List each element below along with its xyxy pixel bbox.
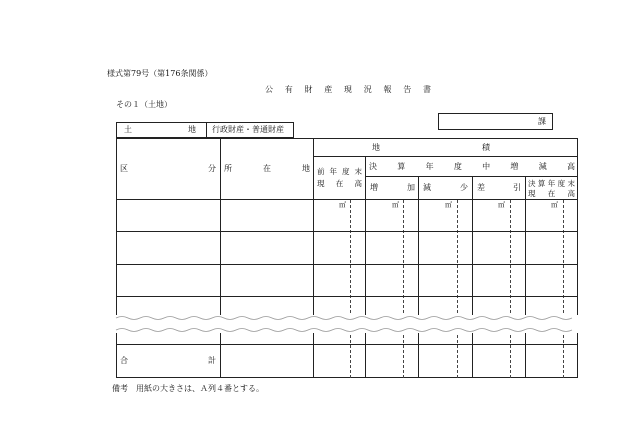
header-change-during-year-char: 年: [425, 162, 434, 171]
unit-decrease: ㎡: [445, 201, 452, 209]
header-location-char: 在: [263, 164, 271, 173]
property-type-label: 行政財産・普通財産: [212, 125, 284, 134]
row-line-header-end: [116, 199, 578, 200]
land-type-divider: [206, 122, 207, 138]
land-label-char: 地: [188, 125, 196, 134]
header-division-char: 分: [208, 164, 216, 173]
header-prev-year-end-char: 前: [317, 167, 325, 176]
form-number: 様式第79号（第176条関係）: [107, 69, 213, 78]
footnote: 備考 用紙の大きさは、Ａ列４番とする。: [112, 384, 264, 393]
header-prev-year-end-char: 末: [354, 167, 362, 176]
header-change-during-year-char: 減: [538, 162, 547, 171]
unit-increase: ㎡: [392, 201, 399, 209]
header-year-end-char: 末: [567, 179, 575, 188]
header-area-char: 積: [482, 143, 490, 152]
header-prev-year-end-char: 度: [342, 167, 350, 176]
land-label: [124, 126, 196, 134]
header-year-end-char: 算: [537, 179, 546, 188]
header-year-end-line1: [528, 180, 575, 188]
unit-year-end: ㎡: [551, 201, 558, 209]
document-title-char: 書: [423, 85, 431, 94]
header-prev-year-end-char: 年: [329, 167, 337, 176]
header-change-during-year-char: 度: [453, 162, 462, 171]
total-label-char: 計: [208, 356, 216, 365]
document-title: [265, 86, 431, 94]
header-change-during-year-char: 算: [397, 162, 406, 171]
col-line-2: [313, 138, 314, 378]
col-line-6: [525, 176, 526, 378]
header-division: [120, 165, 216, 173]
header-year-end-char: 年: [547, 179, 556, 188]
col-line-5: [472, 176, 473, 378]
dash-4: [510, 200, 511, 378]
col-line-4: [418, 176, 419, 378]
dash-3: [457, 200, 458, 378]
header-difference: [477, 184, 521, 192]
document-title-char: 有: [284, 85, 293, 94]
section-box-label: 課: [538, 117, 546, 126]
header-increase-char: 加: [407, 183, 415, 192]
header-prev-year-end-line1: [317, 168, 362, 176]
header-difference-char: 差: [477, 183, 485, 192]
header-division-char: 区: [120, 164, 128, 173]
header-change-during-year-char: 高: [566, 162, 575, 171]
break-wave-icon: [110, 315, 584, 333]
row-line-area: [313, 156, 578, 157]
header-change-during-year-char: 増: [510, 162, 519, 171]
header-prev-year-end-char: 現: [317, 179, 325, 188]
row-line-2: [116, 264, 578, 265]
header-decrease: [423, 184, 468, 192]
document-title-char: 況: [363, 85, 372, 94]
header-location-char: 所: [224, 164, 232, 173]
total-label: [120, 357, 216, 365]
header-area-char: 地: [372, 143, 380, 152]
document-title-char: 告: [403, 85, 412, 94]
dash-5: [563, 200, 564, 378]
land-label-char: 土: [124, 125, 132, 134]
header-location: [224, 165, 310, 173]
section-box[interactable]: [438, 113, 553, 130]
header-decrease-char: 少: [460, 183, 468, 192]
header-change-during-year-char: 中: [482, 162, 491, 171]
unit-prev: ㎡: [339, 201, 346, 209]
header-increase-char: 増: [370, 183, 378, 192]
header-area: [372, 144, 490, 152]
header-year-end-char: 決: [528, 179, 536, 188]
col-line-1: [220, 138, 221, 378]
dash-2: [403, 200, 404, 378]
total-label-char: 合: [120, 356, 128, 365]
document-title-char: 現: [344, 85, 352, 94]
header-increase: [370, 184, 415, 192]
header-change-during-year-char: 決: [369, 162, 377, 171]
header-year-end-char: 在: [547, 189, 556, 198]
row-line-3: [116, 296, 578, 297]
dash-1: [350, 200, 351, 378]
unit-difference: ㎡: [498, 201, 505, 209]
document-title-char: 公: [265, 85, 273, 94]
header-prev-year-end-char: 高: [354, 179, 362, 188]
document-title-char: 産: [324, 85, 333, 94]
document-title-char: 報: [383, 85, 392, 94]
header-year-end-char: 現: [528, 189, 536, 198]
document-title-char: 財: [304, 85, 313, 94]
subtitle: その１（土地）: [116, 100, 172, 109]
header-prev-year-end-line2: [317, 180, 362, 188]
document-title-text: [265, 86, 431, 94]
header-year-end-line2: [528, 190, 575, 198]
header-change-during-year: [369, 163, 575, 171]
row-break-band: [110, 315, 584, 333]
row-line-1: [116, 231, 578, 232]
header-decrease-char: 減: [423, 183, 431, 192]
header-difference-char: 引: [513, 183, 521, 192]
header-year-end-char: 度: [557, 179, 566, 188]
row-line-total: [116, 344, 578, 345]
header-location-char: 地: [302, 164, 310, 173]
row-line-change: [365, 176, 578, 177]
header-year-end-char: 高: [567, 189, 575, 198]
header-prev-year-end-char: 在: [335, 179, 344, 188]
